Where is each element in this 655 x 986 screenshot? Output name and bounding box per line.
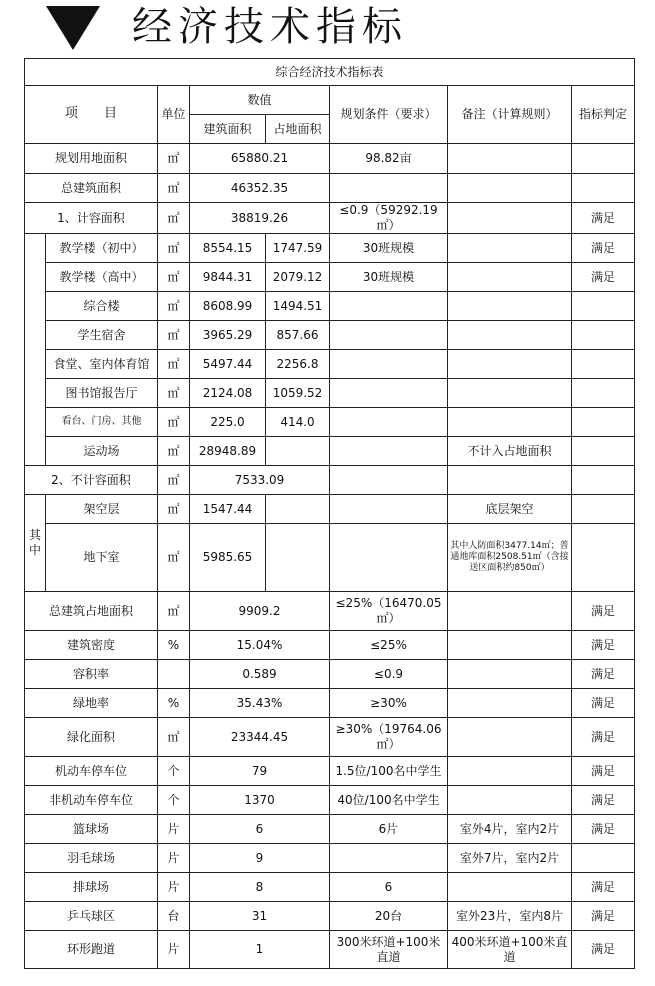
row-unit: ㎡: [158, 379, 190, 408]
row-item: 环形跑道: [25, 931, 158, 969]
row-unit: 片: [158, 873, 190, 902]
row-item: 规划用地面积: [25, 144, 158, 174]
row-unit: ㎡: [158, 718, 190, 757]
row-building-area: 225.0: [190, 408, 266, 437]
row-item: 图书馆报告厅: [46, 379, 158, 408]
row-land-area: [266, 495, 330, 524]
page-header: [0, 0, 655, 58]
row-item: 乒乓球区: [25, 902, 158, 931]
row-remark: [448, 466, 572, 495]
row-land-area: 857.66: [266, 321, 330, 350]
row-condition: [330, 844, 448, 873]
row-condition: 30班规模: [330, 234, 448, 263]
table-row: [25, 379, 635, 408]
row-unit: 个: [158, 757, 190, 786]
row-building-area: 1547.44: [190, 495, 266, 524]
row-value: 9: [190, 844, 330, 873]
row-judgment: 满足: [572, 815, 635, 844]
row-judgment: [572, 408, 635, 437]
row-value: 8: [190, 873, 330, 902]
row-remark: [448, 631, 572, 660]
header-row: [25, 86, 635, 115]
row-remark: [448, 408, 572, 437]
row-condition: ≤0.9（59292.19㎡）: [330, 203, 448, 234]
row-remark: [448, 292, 572, 321]
table-row: [25, 844, 635, 873]
table-row: [25, 203, 635, 234]
row-judgment: 满足: [572, 902, 635, 931]
row-unit: 片: [158, 844, 190, 873]
header-land-area: 占地面积: [266, 115, 330, 144]
row-unit: 个: [158, 786, 190, 815]
row-value: 23344.45: [190, 718, 330, 757]
row-value: 6: [190, 815, 330, 844]
row-remark: [448, 174, 572, 203]
row-remark: 室外7片，室内2片: [448, 844, 572, 873]
row-remark: [448, 786, 572, 815]
row-unit: ㎡: [158, 592, 190, 631]
row-value: 7533.09: [190, 466, 330, 495]
row-judgment: 满足: [572, 631, 635, 660]
row-judgment: [572, 524, 635, 592]
row-unit: ㎡: [158, 495, 190, 524]
row-remark: [448, 263, 572, 292]
table-row: [25, 263, 635, 292]
row-judgment: [572, 321, 635, 350]
row-item: 架空层: [46, 495, 158, 524]
row-unit: ㎡: [158, 292, 190, 321]
row-judgment: [572, 466, 635, 495]
table-row: [25, 815, 635, 844]
row-land-area: 414.0: [266, 408, 330, 437]
row-judgment: [572, 379, 635, 408]
row-condition: [330, 437, 448, 466]
row-condition: [330, 408, 448, 437]
row-value: 38819.26: [190, 203, 330, 234]
row-land-area: 1747.59: [266, 234, 330, 263]
row-unit: ㎡: [158, 263, 190, 292]
row-judgment: [572, 350, 635, 379]
row-item: 容积率: [25, 660, 158, 689]
row-unit: ㎡: [158, 144, 190, 174]
row-unit: ㎡: [158, 174, 190, 203]
row-remark: [448, 718, 572, 757]
row-building-area: 8608.99: [190, 292, 266, 321]
table-row: [25, 292, 635, 321]
row-judgment: 满足: [572, 592, 635, 631]
row-judgment: [572, 844, 635, 873]
row-item: 教学楼（高中）: [46, 263, 158, 292]
row-condition: [330, 350, 448, 379]
row-unit: %: [158, 631, 190, 660]
row-unit: ㎡: [158, 234, 190, 263]
row-unit: ㎡: [158, 321, 190, 350]
row-condition: 6片: [330, 815, 448, 844]
row-condition: 30班规模: [330, 263, 448, 292]
table-row: [25, 786, 635, 815]
row-remark: [448, 592, 572, 631]
row-unit: ㎡: [158, 203, 190, 234]
row-item: 绿化面积: [25, 718, 158, 757]
row-item: 排球场: [25, 873, 158, 902]
row-land-area: [266, 437, 330, 466]
row-judgment: 满足: [572, 757, 635, 786]
table-row: [25, 660, 635, 689]
row-condition: [330, 292, 448, 321]
table-row: [25, 689, 635, 718]
row-judgment: 满足: [572, 689, 635, 718]
row-item: 绿地率: [25, 689, 158, 718]
row-item: 地下室: [46, 524, 158, 592]
row-building-area: 5985.65: [190, 524, 266, 592]
row-value: 35.43%: [190, 689, 330, 718]
row-judgment: 满足: [572, 786, 635, 815]
table-caption: 综合经济技术指标表: [25, 59, 635, 86]
row-remark: [448, 350, 572, 379]
row-building-area: 28948.89: [190, 437, 266, 466]
row-value: 9909.2: [190, 592, 330, 631]
row-condition: ≤0.9: [330, 660, 448, 689]
row-condition: ≤25%: [330, 631, 448, 660]
row-condition: ≥30%（19764.06㎡）: [330, 718, 448, 757]
row-remark: 400米环道+100米直道: [448, 931, 572, 969]
row-unit: ㎡: [158, 466, 190, 495]
row-value: 15.04%: [190, 631, 330, 660]
row-remark: [448, 203, 572, 234]
row-unit: ㎡: [158, 350, 190, 379]
row-value: 31: [190, 902, 330, 931]
row-remark: [448, 144, 572, 174]
row-building-area: 3965.29: [190, 321, 266, 350]
table-row: [25, 592, 635, 631]
header-conditions: 规划条件（要求）: [330, 86, 448, 144]
row-item: 羽毛球场: [25, 844, 158, 873]
row-judgment: 满足: [572, 660, 635, 689]
row-value: 1: [190, 931, 330, 969]
row-building-area: 8554.15: [190, 234, 266, 263]
row-item: 综合楼: [46, 292, 158, 321]
row-condition: [330, 379, 448, 408]
table-row: [25, 524, 635, 592]
row-remark: [448, 660, 572, 689]
row-land-area: 2256.8: [266, 350, 330, 379]
row-condition: [330, 466, 448, 495]
row-item: 学生宿舍: [46, 321, 158, 350]
row-judgment: 满足: [572, 873, 635, 902]
row-remark: 不计入占地面积: [448, 437, 572, 466]
row-unit: 片: [158, 931, 190, 969]
row-item: 运动场: [46, 437, 158, 466]
row-value: 79: [190, 757, 330, 786]
row-value: 0.589: [190, 660, 330, 689]
row-item: 食堂、室内体育馆: [46, 350, 158, 379]
header-judgment: 指标判定: [572, 86, 635, 144]
row-remark: [448, 234, 572, 263]
row-remark: 室外23片，室内8片: [448, 902, 572, 931]
side-label: 其 中: [25, 495, 46, 592]
table-row: [25, 718, 635, 757]
table-row: [25, 234, 635, 263]
row-judgment: 满足: [572, 718, 635, 757]
row-condition: [330, 321, 448, 350]
row-condition: 20台: [330, 902, 448, 931]
header-unit: 单位: [158, 86, 190, 144]
page-title: 经济技术指标: [132, 4, 408, 50]
row-item: 建筑密度: [25, 631, 158, 660]
row-building-area: 9844.31: [190, 263, 266, 292]
table-row: [25, 466, 635, 495]
row-land-area: [266, 524, 330, 592]
row-judgment: [572, 437, 635, 466]
row-judgment: 满足: [572, 203, 635, 234]
row-condition: [330, 524, 448, 592]
row-condition: 40位/100名中学生: [330, 786, 448, 815]
row-unit: ㎡: [158, 408, 190, 437]
row-land-area: 1494.51: [266, 292, 330, 321]
table-row: [25, 174, 635, 203]
caption-row: [25, 59, 635, 86]
row-item: 总建筑占地面积: [25, 592, 158, 631]
row-judgment: [572, 144, 635, 174]
row-value: 46352.35: [190, 174, 330, 203]
row-unit: ㎡: [158, 524, 190, 592]
row-building-area: 5497.44: [190, 350, 266, 379]
row-condition: [330, 174, 448, 203]
table-row: [25, 931, 635, 969]
row-condition: ≥30%: [330, 689, 448, 718]
triangle-marker-icon: [46, 6, 100, 50]
row-item: 篮球场: [25, 815, 158, 844]
table-row: [25, 321, 635, 350]
row-remark: 室外4片，室内2片: [448, 815, 572, 844]
row-condition: ≤25%（16470.05㎡）: [330, 592, 448, 631]
table-row: [25, 437, 635, 466]
row-remark: [448, 757, 572, 786]
row-remark: [448, 873, 572, 902]
row-judgment: 满足: [572, 263, 635, 292]
row-land-area: 2079.12: [266, 263, 330, 292]
row-item: 非机动车停车位: [25, 786, 158, 815]
row-item: 总建筑面积: [25, 174, 158, 203]
table-row: [25, 873, 635, 902]
row-condition: 1.5位/100名中学生: [330, 757, 448, 786]
header-building-area: 建筑面积: [190, 115, 266, 144]
row-judgment: [572, 292, 635, 321]
row-item: 1、计容面积: [25, 203, 158, 234]
row-remark: [448, 321, 572, 350]
row-remark: 底层架空: [448, 495, 572, 524]
table-row: [25, 757, 635, 786]
row-condition: 98.82亩: [330, 144, 448, 174]
table-row: [25, 350, 635, 379]
row-condition: 6: [330, 873, 448, 902]
table-row: [25, 631, 635, 660]
table-row: [25, 495, 635, 524]
table-row: [25, 902, 635, 931]
header-item: 项 目: [25, 86, 158, 144]
row-value: 1370: [190, 786, 330, 815]
row-unit: [158, 660, 190, 689]
table-row: [25, 408, 635, 437]
row-judgment: 满足: [572, 931, 635, 969]
row-remark: [448, 379, 572, 408]
row-item: 看台、门房、其他: [46, 408, 158, 437]
row-unit: 台: [158, 902, 190, 931]
row-building-area: 2124.08: [190, 379, 266, 408]
row-judgment: [572, 174, 635, 203]
row-value: 65880.21: [190, 144, 330, 174]
row-item: 机动车停车位: [25, 757, 158, 786]
row-remark: 其中人防面积3477.14㎡；普通地库面积2508.51㎡（含接送区面积约850㎡）: [448, 524, 572, 592]
row-item: 2、不计容面积: [25, 466, 158, 495]
header-remarks: 备注（计算规则）: [448, 86, 572, 144]
row-unit: %: [158, 689, 190, 718]
row-item: 教学楼（初中）: [46, 234, 158, 263]
indent-cell: [25, 234, 46, 466]
row-condition: 300米环道+100米直道: [330, 931, 448, 969]
table-row: [25, 144, 635, 174]
row-land-area: 1059.52: [266, 379, 330, 408]
row-judgment: [572, 495, 635, 524]
row-unit: ㎡: [158, 437, 190, 466]
row-unit: 片: [158, 815, 190, 844]
row-judgment: 满足: [572, 234, 635, 263]
indicators-table: [24, 58, 635, 969]
row-remark: [448, 689, 572, 718]
row-condition: [330, 495, 448, 524]
header-value: 数值: [190, 86, 330, 115]
